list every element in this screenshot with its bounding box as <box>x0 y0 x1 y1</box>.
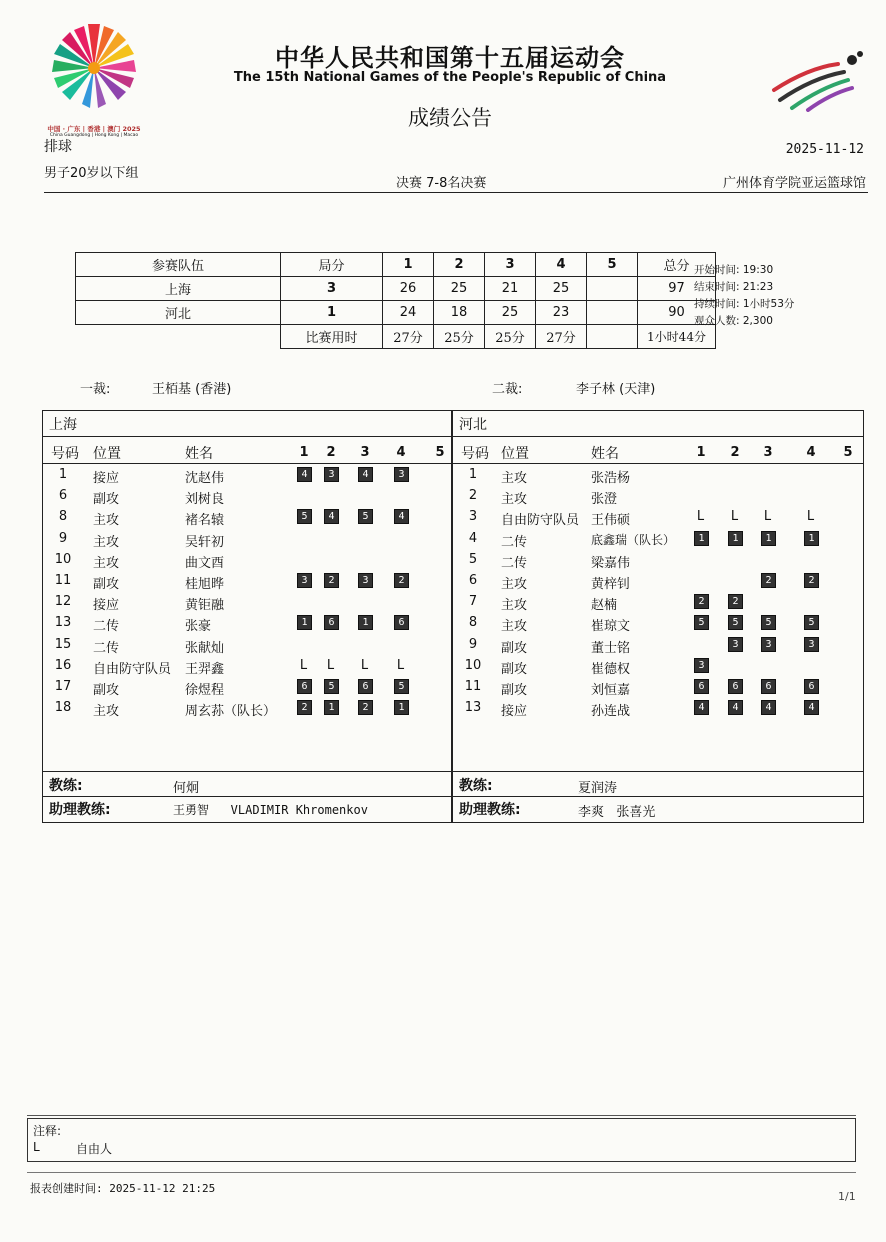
player-position: 接应 <box>93 471 120 486</box>
starting-position-badge: 4 <box>358 467 373 482</box>
header-set-2: 2 <box>434 253 485 277</box>
match-date: 2025-11-12 <box>785 142 864 157</box>
start-time: 开始时间: 19:30 <box>694 264 774 276</box>
player-name: 孙连战 <box>591 704 631 720</box>
sets-won: 3 <box>281 277 383 301</box>
starting-position-badge: 2 <box>394 573 409 588</box>
header-set3: 3 <box>763 445 773 460</box>
player-position: 二传 <box>501 534 528 550</box>
starting-position-badge: 2 <box>694 594 709 609</box>
player-number: 6 <box>58 488 68 504</box>
volleyball-player-icon <box>768 50 868 112</box>
player-number: 12 <box>54 594 72 610</box>
header-set-5: 5 <box>587 253 638 277</box>
assistant-coach-names: 王勇智 VLADIMIR Khromenkov <box>173 803 368 817</box>
player-number: 17 <box>54 679 72 694</box>
header-position: 位置 <box>501 446 529 462</box>
roster-shanghai <box>42 410 452 823</box>
assistant-coach-names: 李爽 张喜光 <box>578 805 656 820</box>
starting-position-badge: 4 <box>804 700 819 715</box>
starting-position-badge: 3 <box>297 573 312 588</box>
header-sets: 局分 <box>281 253 383 277</box>
end-time: 结束时间: 21:23 <box>694 281 774 293</box>
libero-mark: L <box>299 657 308 673</box>
starting-position-badge: 1 <box>358 615 373 630</box>
player-number: 13 <box>464 700 482 716</box>
notes-symbol: L <box>33 1140 40 1154</box>
starting-position-badge: 3 <box>761 637 776 652</box>
player-row <box>453 594 863 615</box>
starting-position-badge: 6 <box>394 615 409 630</box>
player-row <box>453 573 863 594</box>
player-number: 16 <box>54 657 72 673</box>
player-name: 桂旭晔 <box>185 577 225 592</box>
player-row <box>453 637 863 658</box>
set-score <box>587 277 638 301</box>
starting-position-badge: 1 <box>804 531 819 546</box>
score-table <box>75 252 716 349</box>
player-row <box>43 658 451 679</box>
player-name: 崔琼文 <box>591 619 631 635</box>
player-name: 崔德权 <box>591 661 631 677</box>
header-position: 位置 <box>93 446 121 462</box>
header-set3: 3 <box>360 445 370 460</box>
roster-divider <box>43 463 451 464</box>
player-number: 18 <box>54 700 72 716</box>
notes-box <box>27 1118 856 1162</box>
starting-position-badge: 6 <box>761 679 776 694</box>
player-position: 主攻 <box>501 492 528 508</box>
starting-position-badge: 1 <box>761 531 776 546</box>
player-number: 8 <box>468 615 478 631</box>
player-name: 曲文酉 <box>185 555 225 571</box>
second-referee-name: 李子林 (天津) <box>576 382 656 397</box>
starting-position-badge: 2 <box>804 573 819 588</box>
set-score: 23 <box>536 301 587 325</box>
player-number: 3 <box>468 509 478 525</box>
games-logo <box>44 18 144 136</box>
starting-position-badge: 3 <box>394 467 409 482</box>
competition-group: 男子20岁以下组 <box>44 166 139 181</box>
set-duration <box>587 325 638 349</box>
roster-divider <box>453 463 863 464</box>
games-emblem-icon <box>44 18 144 118</box>
player-number: 1 <box>468 467 478 482</box>
volleyball-pictogram <box>768 50 868 112</box>
first-referee-label: 一裁: <box>80 382 111 397</box>
player-number: 7 <box>468 594 478 610</box>
set-score: 18 <box>434 301 485 325</box>
player-position: 主攻 <box>501 471 528 486</box>
sport-label: 排球 <box>44 139 72 155</box>
player-position: 自由防守队员 <box>93 661 172 677</box>
starting-position-badge: 4 <box>728 700 743 715</box>
player-name: 周玄荪（队长） <box>185 704 277 720</box>
games-title-cn: 中华人民共和国第十五届运动会 <box>275 44 625 72</box>
starting-position-badge: 1 <box>324 700 339 715</box>
player-number: 13 <box>54 615 72 631</box>
notes-meaning: 自由人 <box>76 1142 113 1156</box>
player-position: 自由防守队员 <box>501 513 580 529</box>
libero-mark: L <box>730 509 739 525</box>
games-title-en: The 15th National Games of the People's Republic of China <box>233 70 667 85</box>
footer-divider <box>27 1172 856 1173</box>
player-row <box>43 488 451 509</box>
header-set1: 1 <box>696 445 706 460</box>
player-row <box>453 658 863 679</box>
player-position: 副攻 <box>501 661 528 677</box>
player-row <box>43 700 451 721</box>
staff-divider <box>43 771 451 772</box>
notes-divider <box>27 1115 856 1116</box>
player-name: 黄梓钊 <box>591 577 631 592</box>
player-row <box>43 531 451 552</box>
staff-divider <box>453 796 863 797</box>
player-position: 主攻 <box>501 619 528 635</box>
player-name: 赵楠 <box>591 598 618 614</box>
roster-hebei <box>452 410 864 823</box>
starting-position-badge: 6 <box>358 679 373 694</box>
header-set-3: 3 <box>485 253 536 277</box>
player-name: 梁嘉伟 <box>591 555 631 571</box>
player-row <box>453 552 863 573</box>
starting-position-badge: 3 <box>324 467 339 482</box>
header-number: 号码 <box>461 446 489 462</box>
coach-label: 教练: <box>459 778 493 794</box>
player-name: 褚名辕 <box>185 513 225 529</box>
player-name: 沈赵伟 <box>185 471 225 486</box>
starting-position-badge: 2 <box>358 700 373 715</box>
player-position: 二传 <box>93 619 120 635</box>
player-name: 张豪 <box>185 619 212 635</box>
starting-position-badge: 6 <box>694 679 709 694</box>
player-row <box>43 615 451 636</box>
set-score: 25 <box>485 301 536 325</box>
player-number: 1 <box>58 467 68 482</box>
player-number: 11 <box>464 679 482 694</box>
starting-position-badge: 5 <box>297 509 312 524</box>
total-score: 97 <box>638 277 716 301</box>
coach-name: 何炯 <box>173 781 200 796</box>
assistant-coach-label: 助理教练: <box>459 802 521 818</box>
player-position: 二传 <box>501 555 528 571</box>
starting-position-badge: 1 <box>394 700 409 715</box>
libero-mark: L <box>360 657 369 673</box>
set-score: 21 <box>485 277 536 301</box>
page-number: 1/1 <box>838 1190 856 1203</box>
staff-divider <box>453 771 863 772</box>
player-name: 张浩杨 <box>591 471 631 486</box>
player-name: 刘恒嘉 <box>591 683 631 698</box>
player-name: 吴轩初 <box>185 534 225 550</box>
match-duration: 持续时间: 1小时53分 <box>694 298 795 310</box>
staff-divider <box>43 796 451 797</box>
player-number: 10 <box>54 551 72 567</box>
starting-position-badge: 5 <box>761 615 776 630</box>
set-score: 24 <box>383 301 434 325</box>
starting-position-badge: 5 <box>804 615 819 630</box>
player-position: 主攻 <box>93 534 120 550</box>
starting-position-badge: 1 <box>694 531 709 546</box>
starting-position-badge: 6 <box>728 679 743 694</box>
venue: 广州体育学院亚运篮球馆 <box>722 176 866 191</box>
player-row <box>43 594 451 615</box>
player-name: 底鑫瑞（队长） <box>591 532 676 547</box>
starting-position-badge: 3 <box>728 637 743 652</box>
libero-mark: L <box>326 657 335 673</box>
header-set-4: 4 <box>536 253 587 277</box>
starting-position-badge: 3 <box>358 573 373 588</box>
player-name: 董士铭 <box>591 640 631 656</box>
starting-position-badge: 1 <box>728 531 743 546</box>
player-position: 副攻 <box>93 492 120 508</box>
header-set5: 5 <box>435 445 445 460</box>
team-name: 上海 <box>76 277 281 301</box>
document-title: 成绩公告 <box>408 106 492 130</box>
starting-position-badge: 2 <box>761 573 776 588</box>
player-row <box>453 467 863 488</box>
libero-mark: L <box>763 509 772 525</box>
player-row <box>43 552 451 573</box>
libero-mark: L <box>806 509 815 525</box>
set-score: 25 <box>434 277 485 301</box>
player-number: 8 <box>58 509 68 525</box>
player-row <box>453 700 863 721</box>
player-row <box>453 531 863 552</box>
player-number: 5 <box>468 551 478 567</box>
starting-position-badge: 1 <box>297 615 312 630</box>
player-row <box>453 488 863 509</box>
set-duration: 27分 <box>536 325 587 349</box>
logo-subcaption: China Guangdong | Hong Kong | Macao <box>49 133 139 138</box>
player-number: 9 <box>58 530 68 546</box>
player-position: 主攻 <box>93 704 120 720</box>
spectators: 观众人数: 2,300 <box>694 315 773 327</box>
starting-position-badge: 5 <box>394 679 409 694</box>
starting-position-badge: 5 <box>324 679 339 694</box>
player-number: 4 <box>468 530 478 546</box>
roster-team-name: 河北 <box>459 417 487 433</box>
player-position: 主攻 <box>93 513 120 529</box>
header-set2: 2 <box>326 445 336 460</box>
player-number: 15 <box>54 636 72 652</box>
total-score: 90 <box>638 301 716 325</box>
starting-position-badge: 5 <box>358 509 373 524</box>
player-number: 11 <box>54 573 72 588</box>
player-name: 刘树良 <box>185 492 225 508</box>
player-position: 主攻 <box>501 577 528 592</box>
player-name: 黄钜融 <box>185 598 225 614</box>
starting-position-badge: 3 <box>694 658 709 673</box>
coach-label: 教练: <box>49 778 83 794</box>
header-name: 姓名 <box>591 446 619 462</box>
starting-position-badge: 5 <box>728 615 743 630</box>
duration-row <box>76 325 716 349</box>
header-set-1: 1 <box>383 253 434 277</box>
player-row <box>453 509 863 530</box>
report-created-time: 报表创建时间: 2025-11-12 21:25 <box>30 1182 216 1195</box>
starting-position-badge: 2 <box>728 594 743 609</box>
player-row <box>43 679 451 700</box>
player-position: 副攻 <box>93 577 120 592</box>
set-duration: 25分 <box>485 325 536 349</box>
header-team: 参赛队伍 <box>76 253 281 277</box>
starting-position-badge: 5 <box>694 615 709 630</box>
starting-position-badge: 6 <box>297 679 312 694</box>
player-row <box>43 509 451 530</box>
starting-position-badge: 6 <box>804 679 819 694</box>
score-row-hebei <box>76 301 716 325</box>
player-name: 王羿鑫 <box>185 661 225 677</box>
header-set4: 4 <box>806 445 816 460</box>
starting-position-badge: 2 <box>324 573 339 588</box>
starting-position-badge: 4 <box>761 700 776 715</box>
second-referee-label: 二裁: <box>492 382 523 397</box>
player-row <box>43 467 451 488</box>
roster-divider <box>43 436 451 437</box>
player-position: 副攻 <box>93 683 120 698</box>
header-set1: 1 <box>299 445 309 460</box>
assistant-coach-label: 助理教练: <box>49 802 111 818</box>
player-number: 2 <box>468 488 478 504</box>
libero-mark: L <box>696 509 705 525</box>
set-score <box>587 301 638 325</box>
header-divider <box>44 192 868 193</box>
player-position: 接应 <box>93 598 120 614</box>
starting-position-badge: 4 <box>694 700 709 715</box>
sets-won: 1 <box>281 301 383 325</box>
score-row-shanghai <box>76 277 716 301</box>
starting-position-badge: 4 <box>394 509 409 524</box>
player-row <box>453 679 863 700</box>
starting-position-badge: 4 <box>297 467 312 482</box>
player-number: 9 <box>468 636 478 652</box>
notes-label: 注释: <box>33 1124 62 1138</box>
set-score: 26 <box>383 277 434 301</box>
header-total: 总分 <box>638 253 716 277</box>
starting-position-badge: 3 <box>804 637 819 652</box>
match-round: 决赛 7-8名决赛 <box>396 176 487 191</box>
set-score: 25 <box>536 277 587 301</box>
player-position: 二传 <box>93 640 120 656</box>
starting-position-badge: 2 <box>297 700 312 715</box>
player-name: 王伟硕 <box>591 513 631 529</box>
duration-spacer <box>76 325 281 349</box>
player-name: 徐煜程 <box>185 683 225 698</box>
set-duration: 25分 <box>434 325 485 349</box>
total-duration: 1小时44分 <box>638 325 716 349</box>
player-name: 张献灿 <box>185 640 225 656</box>
roster-divider <box>453 436 863 437</box>
player-row <box>43 637 451 658</box>
player-position: 接应 <box>501 704 528 720</box>
header-set2: 2 <box>730 445 740 460</box>
coach-name: 夏润涛 <box>578 781 618 796</box>
header-number: 号码 <box>51 446 79 462</box>
player-name: 张澄 <box>591 492 618 508</box>
set-duration: 27分 <box>383 325 434 349</box>
player-position: 副攻 <box>501 683 528 698</box>
header-set4: 4 <box>396 445 406 460</box>
header-set5: 5 <box>843 445 853 460</box>
player-row <box>453 615 863 636</box>
score-header-row <box>76 253 716 277</box>
duration-label: 比赛用时 <box>281 325 383 349</box>
player-position: 主攻 <box>93 555 120 571</box>
libero-mark: L <box>396 657 405 673</box>
team-name: 河北 <box>76 301 281 325</box>
player-number: 10 <box>464 657 482 673</box>
starting-position-badge: 6 <box>324 615 339 630</box>
roster-team-name: 上海 <box>49 417 77 433</box>
player-number: 6 <box>468 573 478 588</box>
header-name: 姓名 <box>185 446 213 462</box>
logo-caption: 中国 · 广东 | 香港 | 澳门 2025 <box>47 125 141 133</box>
first-referee-name: 王栢基 (香港) <box>152 382 232 397</box>
player-row <box>43 573 451 594</box>
starting-position-badge: 4 <box>324 509 339 524</box>
player-position: 主攻 <box>501 598 528 614</box>
player-position: 副攻 <box>501 640 528 656</box>
